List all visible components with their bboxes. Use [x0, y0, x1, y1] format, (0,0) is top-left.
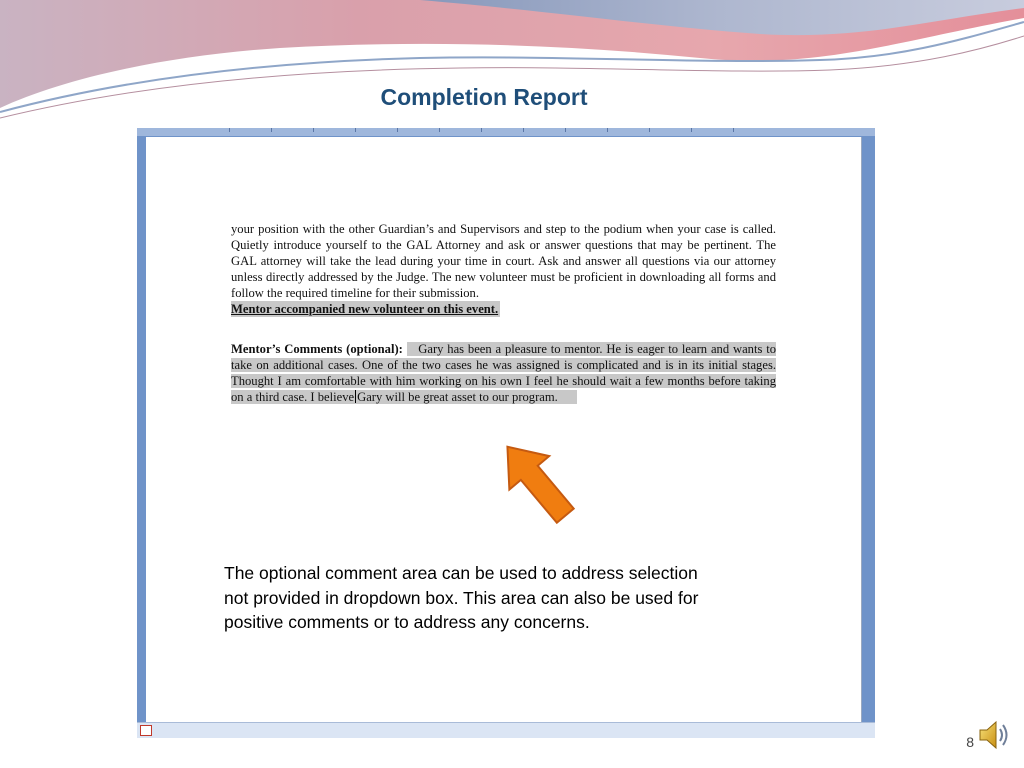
- slide-caption: The optional comment area can be used to address selection not provided in dropdown box. This area can also be used for positive comments or to address any concerns.: [224, 563, 699, 632]
- mentor-accompanied-line[interactable]: Mentor accompanied new volunteer on this event.: [231, 302, 499, 316]
- mentor-comments-label: Mentor’s Comments (optional):: [231, 342, 403, 356]
- document-status-icon[interactable]: [140, 725, 152, 736]
- text-cursor: [355, 390, 356, 403]
- document-status-bar: [137, 722, 875, 738]
- mentor-comments-block[interactable]: [231, 341, 776, 405]
- comments-text-before-cursor: Gary has been a pleasure to mentor. He is eager to learn and wants to take on additional cases. One of the two cases he was assigned is complicated and is in its initial stages. Thought I am comfortable with him working on his own I feel he should wait a few months before taking on a third case. I believe: [231, 342, 777, 404]
- speaker-icon[interactable]: [976, 717, 1012, 753]
- page-number: 8: [966, 734, 974, 750]
- comments-text-after-cursor: Gary will be great asset to our program.: [357, 390, 558, 404]
- up-left-arrow-icon: [490, 432, 585, 532]
- slide-title: Completion Report: [380, 84, 588, 110]
- document-paragraph: your position with the other Guardian’s and Supervisors and step to the podium when your case is called. Quietly introduce yourself to the GAL Attorney and ask or answer questions that may be pertinent. The GAL attorney will take the lead during your time in court. Ask and answer all questions via our attorney unless directly addressed by the Judge. The new volunteer must be proficient in downloading all forms and follow the required timeline for their submission.: [231, 222, 776, 300]
- document-ruler: [137, 128, 875, 136]
- document-body: [231, 221, 776, 405]
